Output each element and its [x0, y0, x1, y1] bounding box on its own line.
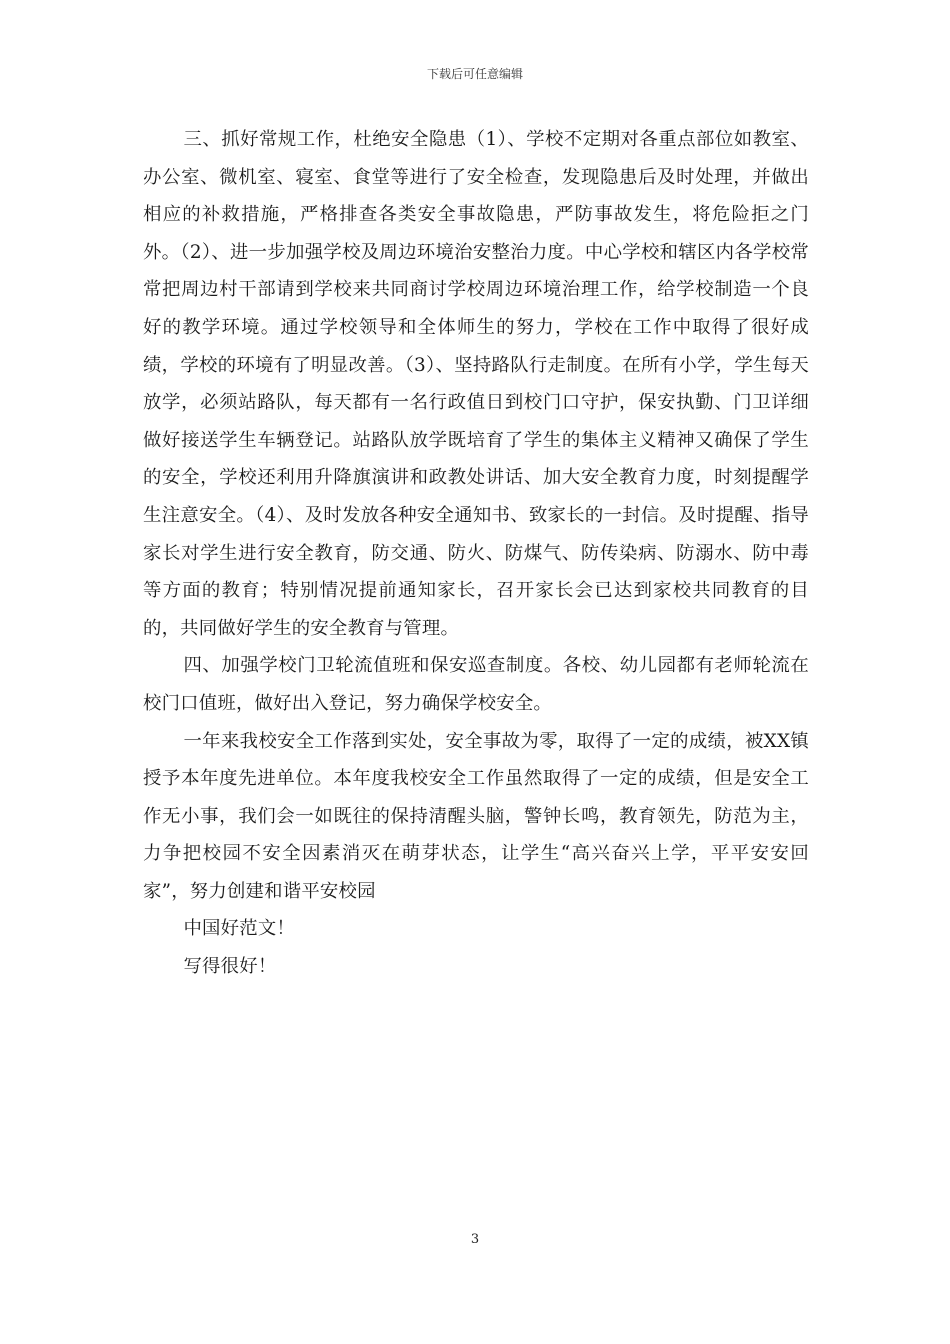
paragraph-closing-note-2: 写得很好！	[183, 956, 277, 978]
page-number: 3	[470, 1232, 480, 1247]
paragraph-gate-duty-patrol: 四、加强学校门卫轮流值班和保安巡查制度。各校、幼儿园都有老师轮流在校门口值班，做好出入登记，努力确保学校安全。	[143, 655, 809, 714]
paragraph-year-summary: 一年来我校安全工作落到实处，安全事故为零，取得了一定的成绩，被XX镇授予本年度先进单位。本年度我校安全工作虽然取得了一定的成绩，但是安全工作无小事，我们会一如既往的保持清醒头脑，警钟长鸣，教育领先，防范为主，力争把校园不安全因素消灭在萌芽状态，让学生“高兴奋兴上学，平平安安回家”，努力创建和谐平安校园	[143, 730, 809, 902]
paragraph-closing-note-1: 中国好范文！	[183, 918, 296, 940]
document-body	[143, 121, 809, 986]
page-header-note: 下载后可任意编辑	[426, 67, 523, 81]
paragraph-routine-safety-work: 三、抓好常规工作，杜绝安全隐患（1）、学校不定期对各重点部位如教室、办公室、微机室、寝室、食堂等进行了安全检查，发现隐患后及时处理，并做出相应的补救措施，严格排查各类安全事故隐患，严防事故发生，将危险拒之门外。（2）、进一步加强学校及周边环境治安整治力度。中心学校和辖区内各学校常常把周边村干部请到学校来共同商讨学校周边环境治理工作，给学校制造一个良好的教学环境。通过学校领导和全体师生的努力，学校在工作中取得了很好成绩，学校的环境有了明显改善。（3）、坚持路队行走制度。在所有小学，学生每天放学，必须站路队，每天都有一名行政值日到校门口守护，保安执勤、门卫详细做好接送学生车辆登记。站路队放学既培育了学生的集体主义精神又确保了学生的安全，学校还利用升降旗演讲和政教处讲话、加大安全教育力度，时刻提醒学生注意安全。（4）、及时发放各种安全通知书、致家长的一封信。及时提醒、指导家长对学生进行安全教育，防交通、防火、防煤气、防传染病、防溺水、防中毒等方面的教育；特别情况提前通知家长，召开家长会已达到家校共同教育的目的，共同做好学生的安全教育与管理。	[143, 129, 809, 639]
